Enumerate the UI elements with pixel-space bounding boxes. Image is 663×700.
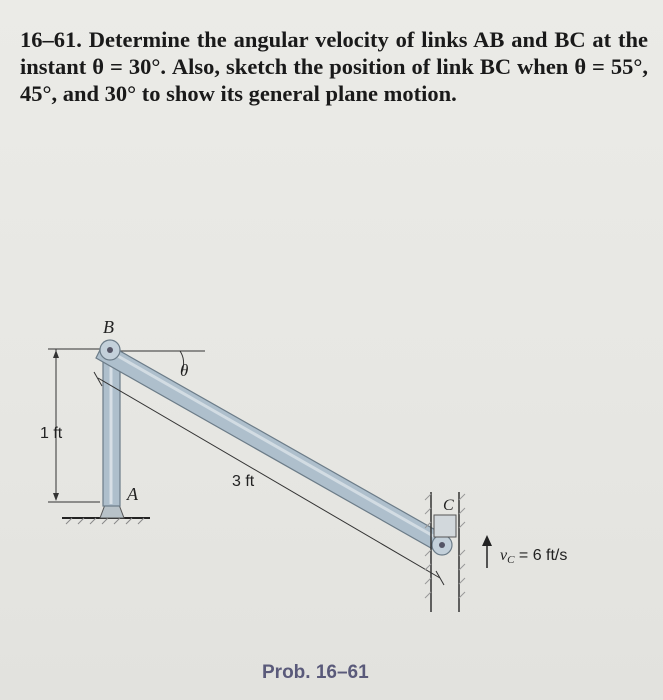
dimension-bc-label: 3 ft (232, 473, 255, 490)
dimension-ab-label: 1 ft (40, 425, 63, 442)
label-a: A (127, 484, 138, 504)
figure-caption: Prob. 16–61 (262, 662, 369, 683)
velocity-label: vC = 6 ft/s (500, 547, 568, 566)
velocity-arrow (482, 535, 492, 568)
problem-number: 16–61. (20, 27, 82, 52)
label-theta: θ (180, 361, 189, 380)
label-b: B (103, 317, 114, 337)
dimension-bc (94, 372, 444, 585)
problem-text: Determine the angular velocity of links AB and BC at the instant θ = 30°. Also, sketch the position of link BC when θ = 55°, 45°, and 30° to show its general plane motion. (20, 27, 649, 106)
label-c: C (443, 497, 454, 514)
link-bc (96, 340, 452, 555)
